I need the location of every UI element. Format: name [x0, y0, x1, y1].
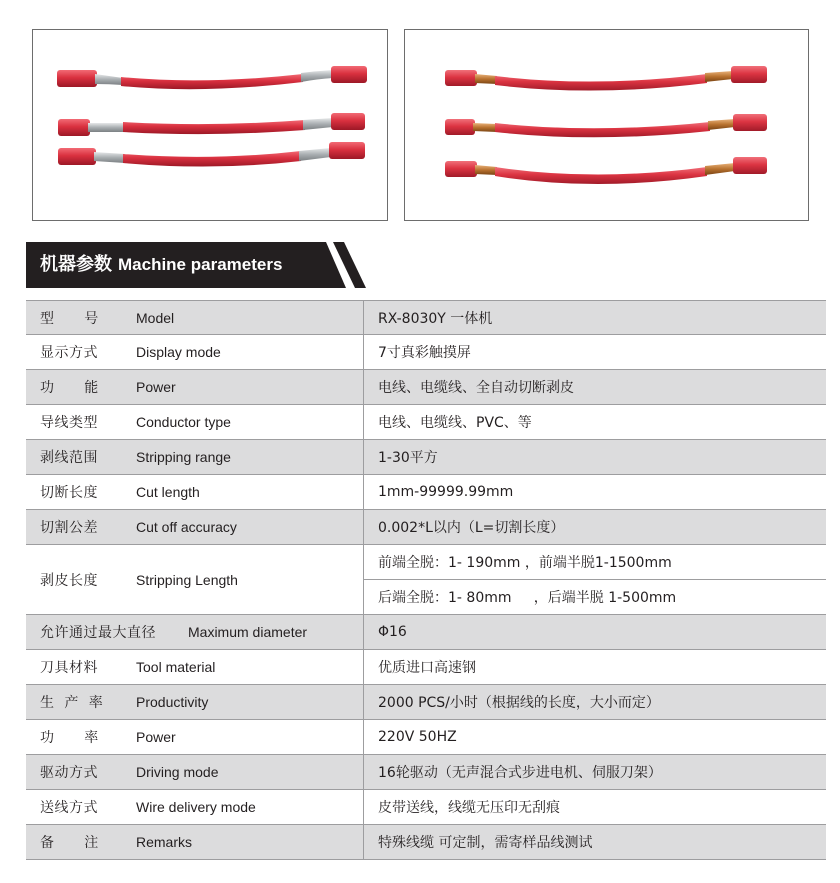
table-row	[26, 545, 826, 615]
param-value: 7寸真彩触摸屏	[363, 335, 826, 369]
param-name-cn: 剥线范围	[40, 450, 98, 466]
table-row	[26, 440, 826, 475]
param-name-cn: 送线方式	[40, 800, 98, 816]
param-name-en: Power	[136, 379, 176, 395]
table-row	[26, 615, 826, 650]
param-name-en: Cut length	[136, 484, 200, 500]
table-row	[26, 475, 826, 510]
param-value: 皮带送线，线缆无压印无刮痕	[363, 790, 826, 824]
cable-3	[445, 157, 767, 184]
cable-2	[445, 114, 767, 137]
param-value: 0.002*L以内（L=切割长度）	[363, 510, 826, 544]
param-name-en: Display mode	[136, 344, 221, 360]
section-banner	[26, 242, 366, 288]
param-value: 1mm-99999.99mm	[363, 475, 826, 509]
param-name-cn: 功 率	[40, 730, 99, 746]
param-value: 220V 50HZ	[363, 720, 826, 754]
table-row	[26, 510, 826, 545]
cable-3	[58, 142, 365, 167]
param-name-en: Remarks	[136, 834, 193, 850]
param-name-cn: 切割公差	[40, 520, 98, 536]
param-name-cn: 刀具材料	[40, 660, 98, 676]
param-name-cn: 备 注	[40, 835, 99, 851]
param-name-cn: 生 产 率	[40, 695, 104, 711]
cable-2	[58, 113, 365, 136]
table-row	[26, 755, 826, 790]
param-value: 后端全脱：1- 80mm ，后端半脱 1-500mm	[364, 579, 826, 614]
section-title-en: Machine parameters	[118, 255, 283, 274]
param-name-en: Wire delivery mode	[136, 799, 256, 815]
param-name-cn: 切断长度	[40, 485, 98, 501]
param-name-cn: 剥皮长度	[40, 572, 98, 589]
param-value: 特殊线缆 可定制，需寄样品线测试	[363, 825, 826, 859]
param-name-en: Tool material	[136, 659, 216, 675]
param-name-en: Conductor type	[136, 414, 231, 430]
param-name-en: Stripping Length	[136, 571, 238, 588]
param-name-en: Cut off accuracy	[136, 519, 237, 535]
parameters-table	[26, 300, 826, 860]
param-value: Φ16	[363, 615, 826, 649]
param-value: 优质进口高速钢	[363, 650, 826, 684]
table-row	[26, 685, 826, 720]
table-row	[26, 650, 826, 685]
param-value: 16轮驱动（无声混合式步进电机、伺服刀架）	[363, 755, 826, 789]
param-value: 2000 PCS/小时（根据线的长度，大小而定）	[363, 685, 826, 719]
param-name-cn: 导线类型	[40, 415, 98, 431]
param-value-group	[363, 545, 826, 614]
table-row	[26, 370, 826, 405]
param-name-cn: 功 能	[40, 380, 99, 396]
param-value: 1-30平方	[363, 440, 826, 474]
param-name-en: Model	[136, 309, 175, 326]
cable-1	[445, 66, 767, 91]
param-name-en: Productivity	[136, 694, 209, 710]
param-value: 电线、电缆线、PVC、等	[363, 405, 826, 439]
product-photo-silver-wire	[32, 29, 388, 221]
param-name-cn: 显示方式	[40, 345, 98, 361]
param-name-cn: 驱动方式	[40, 765, 98, 781]
param-value: RX-8030Y 一体机	[363, 301, 826, 334]
param-value: 电线、电缆线、全自动切断剥皮	[363, 370, 826, 404]
table-row	[26, 825, 826, 860]
product-photo-copper-wire	[404, 29, 809, 221]
cable-illustration	[405, 30, 810, 222]
section-title	[40, 253, 282, 277]
param-name-en: Maximum diameter	[188, 624, 308, 640]
param-value: 前端全脱：1- 190mm ，前端半脱1-1500mm	[378, 555, 672, 571]
param-name-cn: 允许通过最大直径	[40, 625, 156, 641]
section-title-cn: 机器参数	[40, 254, 112, 275]
cable-illustration	[33, 30, 389, 222]
table-row	[26, 300, 826, 335]
table-row	[26, 720, 826, 755]
param-name-en: Driving mode	[136, 764, 219, 780]
table-row	[26, 405, 826, 440]
param-name-en: Stripping range	[136, 449, 231, 465]
cable-1	[57, 66, 367, 89]
param-name-en: Power	[136, 729, 176, 745]
table-row	[26, 790, 826, 825]
table-row	[26, 335, 826, 370]
param-name-cn: 型 号	[40, 310, 99, 327]
